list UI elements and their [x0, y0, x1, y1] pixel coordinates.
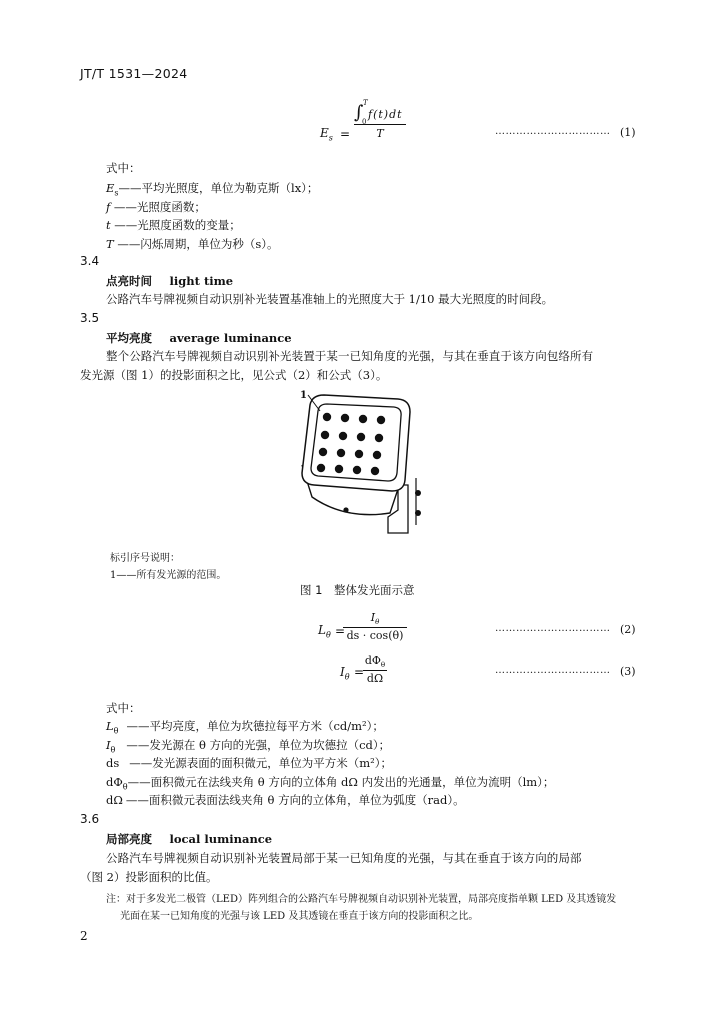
section-title: 平均亮度 average luminance — [106, 331, 292, 345]
def-item: T ——闪烁周期，单位为秒（s）。 — [106, 237, 279, 251]
section-body: 公路汽车号牌视频自动识别补光装置局部于某一已知角度的光强，与其在垂直于该方向的局部 — [106, 851, 582, 865]
section-number: 3.4 — [80, 254, 100, 268]
def-item: t ——光照度函数的变量； — [106, 218, 241, 232]
formula-2-fraction — [343, 611, 407, 642]
integrand: f(t)dt — [368, 108, 403, 121]
formula-1-numerator — [354, 99, 406, 126]
section-body: 整个公路汽车号牌视频自动识别补光装置于某一已知角度的光强，与其在垂直于该方向包络所有 — [106, 349, 594, 363]
formula-1-lhs: $E_s$ — [320, 126, 333, 143]
section-body: 公路汽车号牌视频自动识别补光装置基准轴上的光照度大于 1/10 最大光照度的时间段。 — [106, 292, 554, 306]
def-item: $L_\theta$ ——平均亮度，单位为坎德拉每平方米（cd/m²）； — [106, 719, 384, 736]
formula-3-equals: = — [354, 665, 365, 679]
note-line: 注：对于多发光二极管（LED）阵列组合的公路汽车号牌视频自动识别补光装置，局部亮度指单颗 LED 及其透镜发 — [106, 894, 617, 905]
def-item: dΩ ——面积微元表面法线夹角 θ 方向的立体角，单位为弧度（rad）。 — [106, 793, 465, 807]
figure-caption: 图 1 整体发光面示意 — [300, 583, 415, 597]
def-item: $d\Phi_\theta——$面积微元在法线夹角 θ 方向的立体角 dΩ 内发出的光通量，单位为流明（lm）； — [106, 775, 555, 792]
figure-callout: 1 — [300, 390, 307, 401]
section-number: 3.5 — [80, 311, 100, 325]
section-title: 局部亮度 local luminance — [106, 832, 273, 846]
defs-2-intro: 式中： — [106, 701, 141, 715]
formula-2-lhs: $L_\theta$ — [318, 623, 331, 640]
section-body: （图 2）投影面积的比值。 — [80, 870, 218, 884]
figure-key-title: 标引序号说明： — [110, 553, 180, 564]
note-line: 光面在某一已知角度的光强与该 LED 及其透镜在垂直于该方向的投影面积之比。 — [120, 911, 479, 922]
formula-3-fraction — [363, 654, 387, 685]
section-number: 3.6 — [80, 812, 100, 826]
def-item: $I_\theta$ ——发光源在 θ 方向的光强，单位为坎德拉（cd）； — [106, 738, 391, 755]
formula-2-numerator: $I_\theta$ — [370, 611, 380, 627]
formula-3-number: (3) — [620, 665, 636, 678]
section-title: 点亮时间 light time — [106, 274, 234, 288]
formula-1-leader: …………………………… — [495, 126, 611, 137]
formula-1-denominator: T — [376, 127, 384, 140]
integral-lower: 0 — [362, 118, 367, 126]
formula-2-equals: = — [335, 624, 346, 638]
formula-3-denominator: dΩ — [366, 672, 384, 686]
formula-2-denominator: ds · cos(θ) — [346, 629, 404, 643]
figure-key-item: 1——所有发光源的范围。 — [110, 570, 227, 581]
formula-1-fraction — [354, 99, 406, 140]
integral-sign: ∫ — [354, 102, 364, 123]
luminaire-figure — [290, 385, 440, 535]
page-number: 2 — [80, 929, 88, 943]
formula-1-number: (1) — [620, 126, 636, 139]
integral-upper: T — [363, 99, 368, 107]
formula-2-number: (2) — [620, 623, 636, 636]
formula-3-leader: …………………………… — [495, 665, 611, 676]
defs-1-intro: 式中： — [106, 161, 141, 175]
def-item: $E_s——$平均光照度，单位为勒克斯（lx）； — [106, 181, 319, 198]
formula-3-lhs: $I_\theta$ — [340, 665, 350, 682]
housing-screw — [343, 507, 348, 512]
formula-1-equals: = — [340, 127, 351, 141]
def-item: f ——光照度函数； — [106, 200, 206, 214]
formula-2-leader: …………………………… — [495, 623, 611, 634]
standard-code: JT/T 1531—2024 — [80, 66, 188, 81]
formula-3-numerator: $d\Phi_\theta$ — [364, 654, 386, 670]
def-item: ds ——发光源表面的面积微元，单位为平方米（m²）； — [106, 756, 393, 770]
section-body: 发光源（图 1）的投影面积之比，见公式（2）和公式（3）。 — [80, 368, 388, 382]
